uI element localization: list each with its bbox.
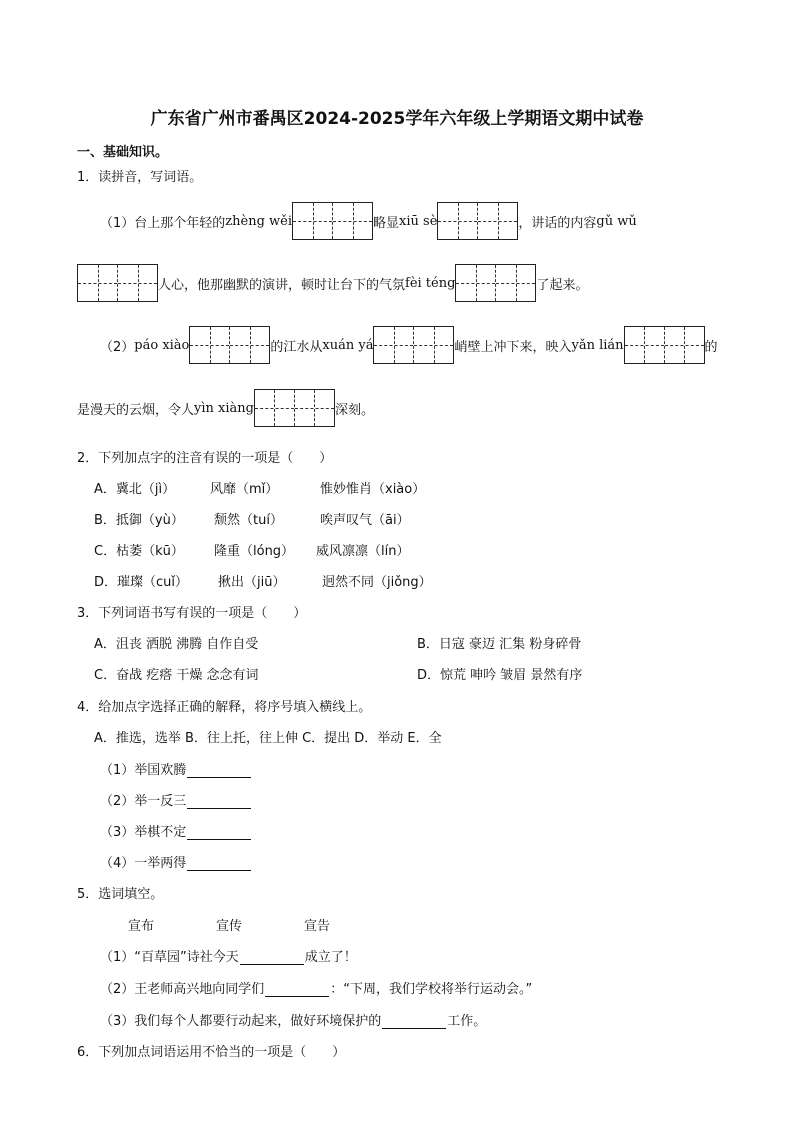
q2-option-a[interactable]: A．冀北（jì） 风靡（mǐ） 惟妙惟肖（xiào） xyxy=(94,482,426,497)
pinyin: yǎn lián xyxy=(571,337,624,353)
write-grid-3[interactable] xyxy=(77,264,158,302)
write-grid-4[interactable] xyxy=(455,264,536,302)
q1-line-2 xyxy=(77,264,588,302)
answer-blank[interactable] xyxy=(187,856,251,871)
pinyin: páo xiào xyxy=(134,337,190,353)
q3-option-b[interactable]: B．日寇 豪迈 汇集 粉身碎骨 xyxy=(417,637,582,652)
q4-item-4: （4）一举两得 xyxy=(100,852,252,871)
q1-text: （2） xyxy=(100,339,135,355)
q1-text: 略显 xyxy=(373,215,400,231)
q1-text: 了起来。 xyxy=(536,277,589,293)
pinyin: yìn xiàng xyxy=(194,400,254,416)
question-4-stem: 4．给加点字选择正确的解释，将序号填入横线上。 xyxy=(77,700,372,715)
q4-item-1: （1）举国欢腾 xyxy=(100,759,252,778)
write-grid-6[interactable] xyxy=(373,326,454,364)
q3-option-c[interactable]: C．奋战 疙瘩 干燥 念念有词 xyxy=(94,668,259,683)
write-grid-1[interactable] xyxy=(292,202,373,240)
answer-blank[interactable] xyxy=(187,763,251,778)
q2-option-d[interactable]: D．璀璨（cuǐ） 揪出（jiū） 迥然不同（jiǒng） xyxy=(94,575,432,590)
write-grid-8[interactable] xyxy=(254,389,335,427)
q5-sentence-2: （2）王老师高兴地向同学们 ：“下周，我们学校将举行运动会。” xyxy=(100,982,533,997)
write-grid-7[interactable] xyxy=(624,326,705,364)
q5-sentence-1: （1）“百草园”诗社今天 成立了！ xyxy=(100,950,357,965)
q1-text: 深刻。 xyxy=(334,402,374,418)
answer-blank[interactable] xyxy=(265,982,329,997)
pinyin: zhèng wěi xyxy=(225,213,293,229)
q1-text: 的 xyxy=(704,339,718,355)
question-6-stem: 6．下列加点词语运用不恰当的一项是（ ） xyxy=(77,1045,346,1060)
answer-blank[interactable] xyxy=(382,1014,446,1029)
q2-option-b[interactable]: B．抵御（yù） 颓然（tuí） 唉声叹气（āi） xyxy=(94,513,410,528)
write-grid-2[interactable] xyxy=(437,202,518,240)
pinyin: fèi téng xyxy=(405,275,456,291)
question-3-stem: 3．下列词语书写有误的一项是（ ） xyxy=(77,606,307,621)
q1-line-4 xyxy=(77,389,374,427)
q5-word-bank xyxy=(128,915,330,934)
answer-blank[interactable] xyxy=(187,825,251,840)
answer-blank[interactable] xyxy=(240,950,304,965)
q1-text: ，讲话的内容 xyxy=(518,215,597,231)
q2-option-c[interactable]: C．枯萎（kū） 隆重（lóng） 威风凛凛（lín） xyxy=(94,544,410,559)
q1-text: （1）台上那个年轻的 xyxy=(100,215,226,231)
q1-line-3 xyxy=(100,326,718,364)
section-heading: 一、基础知识。 xyxy=(77,145,169,160)
q4-item-3: （3）举棋不定 xyxy=(100,821,252,840)
word-option: 宣告 xyxy=(304,919,331,934)
word-option: 宣传 xyxy=(216,919,243,934)
question-2-stem: 2．下列加点字的注音有误的一项是（ ） xyxy=(77,451,333,466)
pinyin: xiū sè xyxy=(399,213,438,229)
page-title: 广东省广州市番禺区2024-2025学年六年级上学期语文期中试卷 xyxy=(150,109,644,129)
q1-line-1 xyxy=(100,202,637,240)
answer-blank[interactable] xyxy=(187,794,251,809)
q4-choices: A．推选，选举 B．往上托，往上伸 C．提出 D．举动 E．全 xyxy=(94,731,442,746)
write-grid-5[interactable] xyxy=(189,326,270,364)
question-5-stem: 5．选词填空。 xyxy=(77,887,164,902)
question-1-stem: 1．读拼音，写词语。 xyxy=(77,170,203,185)
q5-sentence-3: （3）我们每个人都要行动起来，做好环境保护的 工作。 xyxy=(100,1014,487,1029)
q1-text: 是漫天的云烟，令人 xyxy=(77,402,195,418)
q3-option-a[interactable]: A．沮丧 洒脱 沸腾 自作自受 xyxy=(94,637,259,652)
q1-text: 的江水从 xyxy=(270,339,323,355)
q1-text: 人心，他那幽默的演讲，顿时让台下的气氛 xyxy=(158,277,406,293)
word-option: 宣布 xyxy=(128,919,155,934)
q1-text: 峭壁上冲下来，映入 xyxy=(454,339,572,355)
q3-option-d[interactable]: D．惊荒 呻吟 皱眉 景然有序 xyxy=(417,668,583,683)
pinyin: xuán yá xyxy=(322,337,374,353)
q4-item-2: （2）举一反三 xyxy=(100,790,252,809)
pinyin: gǔ wǔ xyxy=(596,213,637,229)
